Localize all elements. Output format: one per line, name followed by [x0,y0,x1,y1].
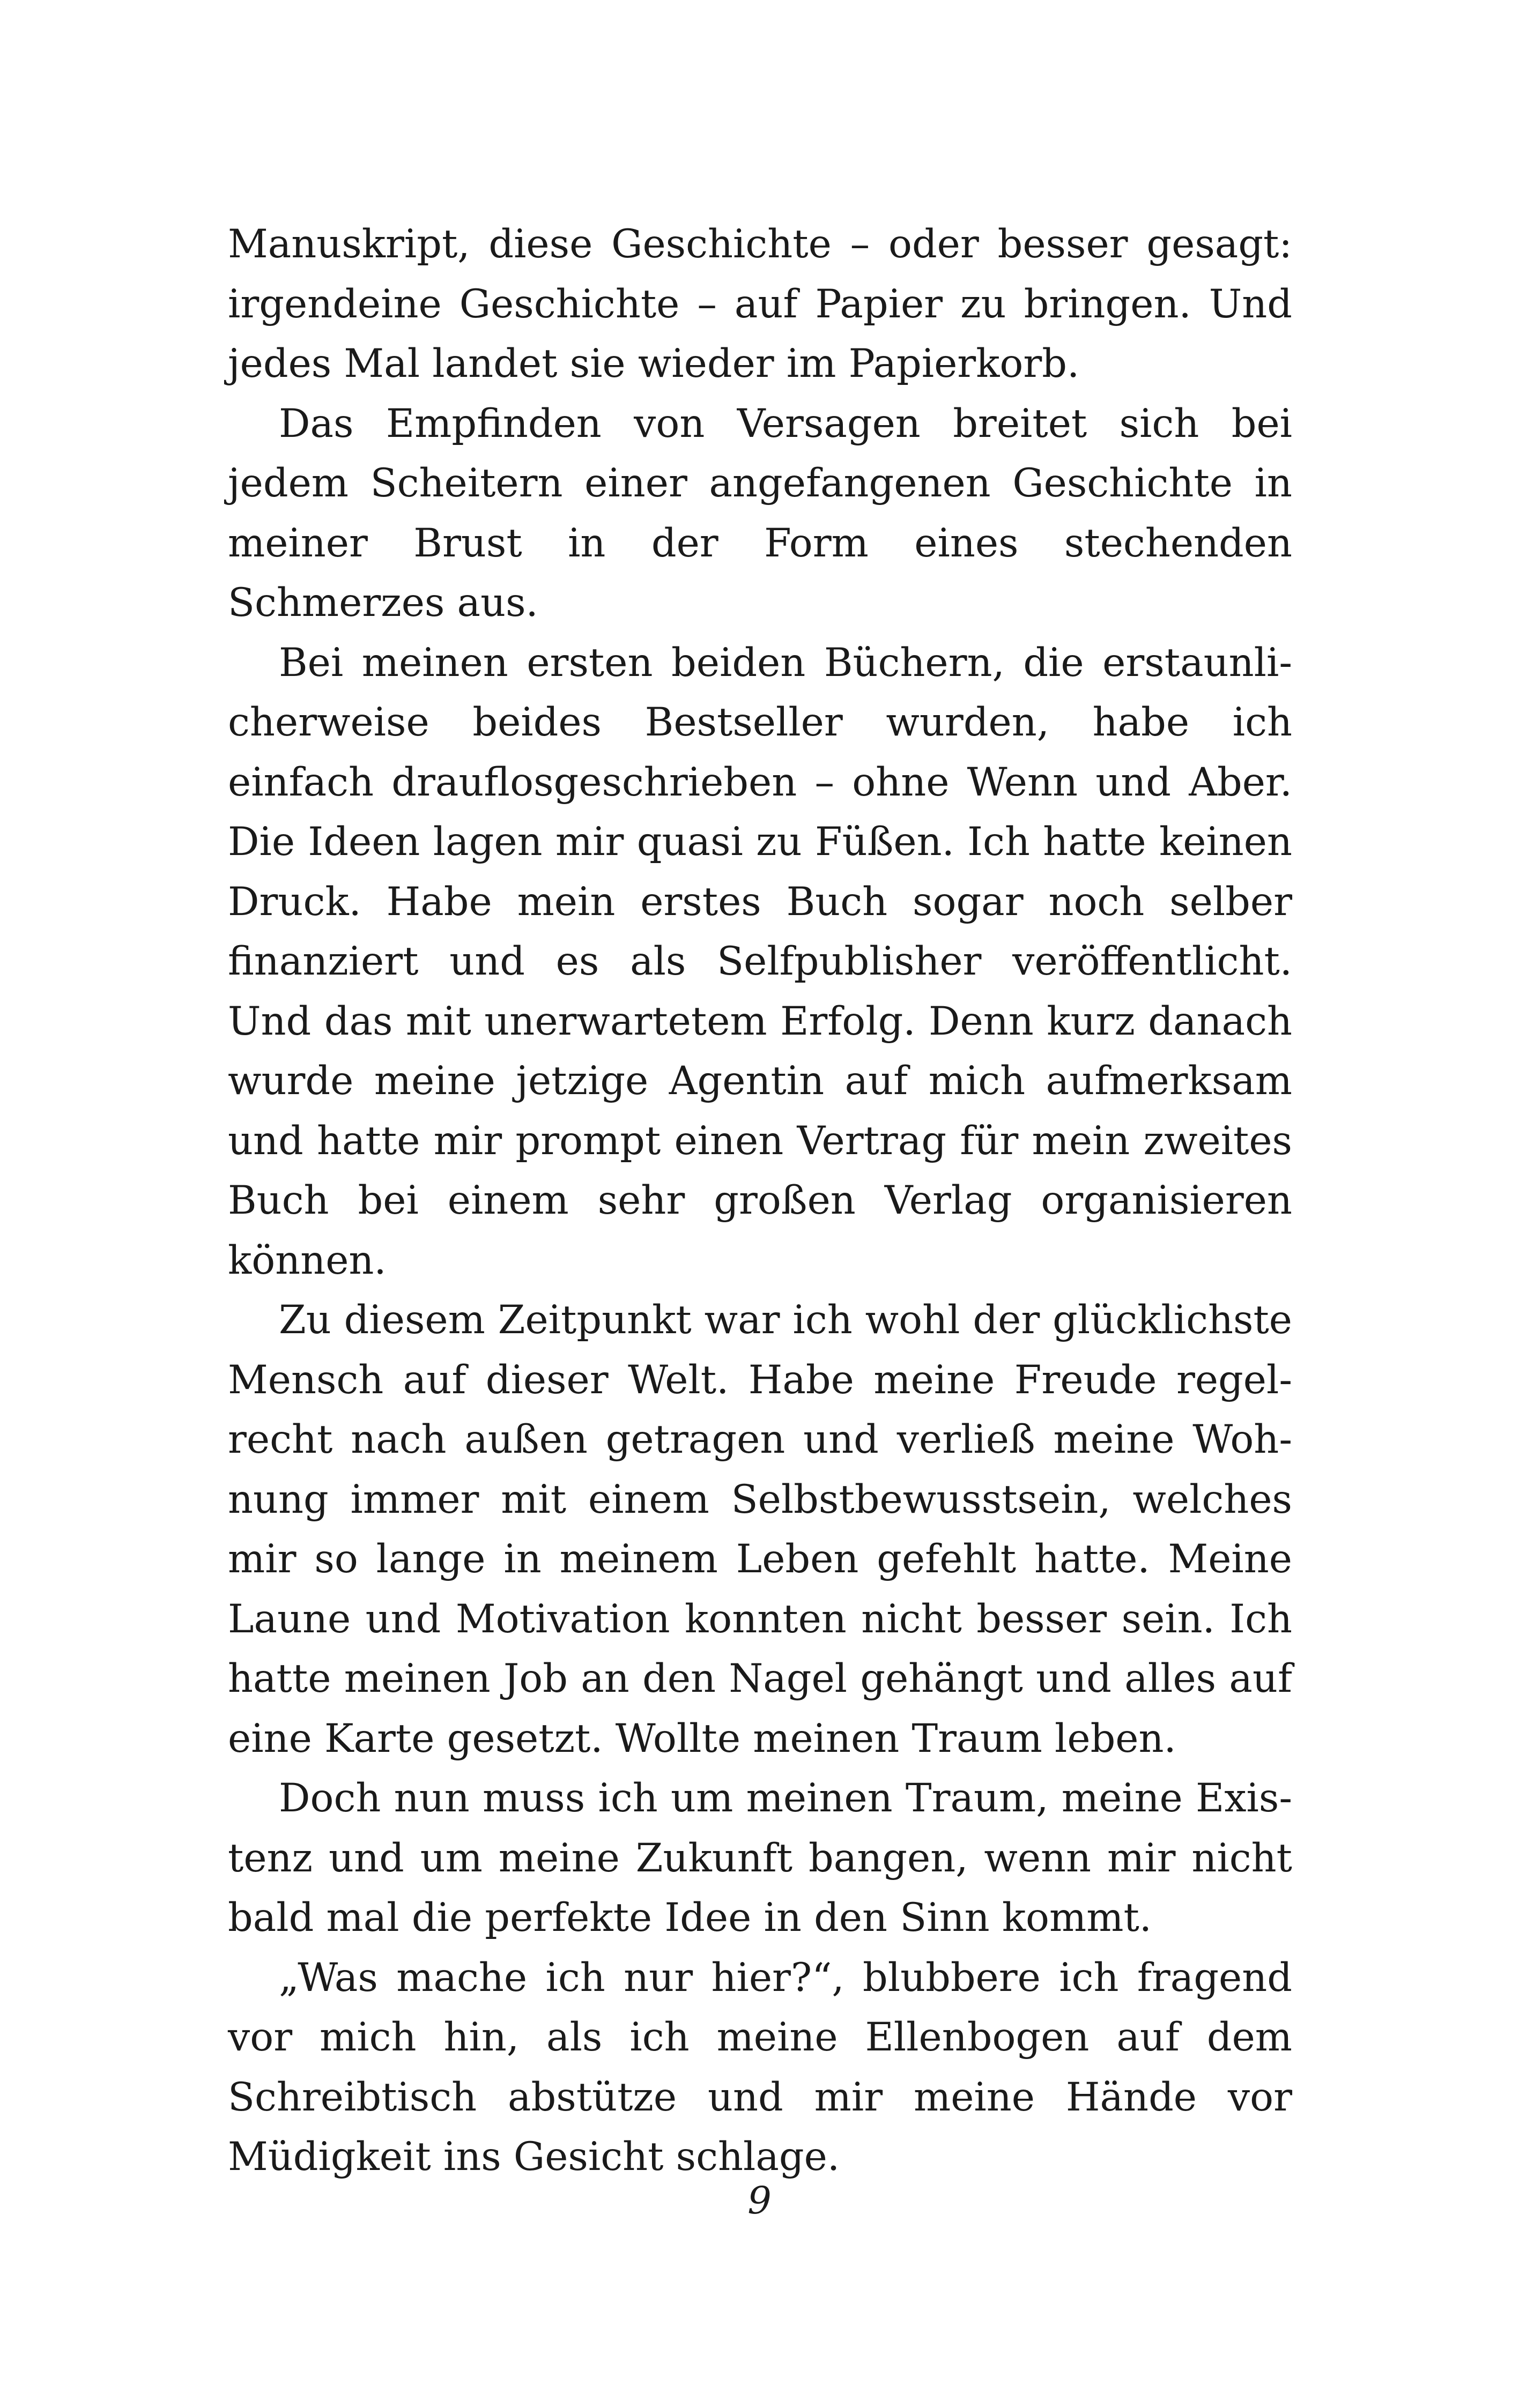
paragraph-2: Das Empfinden von Versagen breitet sich bei jedem Scheitern einer angefangenen Geschichte in meiner Brust in der Form eines stechenden Schmerzes aus. [228,400,1292,626]
page-number: 9 [747,2179,772,2223]
paragraph-1: Manuskript, diese Geschichte – oder besser gesagt: irgendeine Geschichte – auf Papier zu bringen. Und jedes Mal landet sie wieder im Papierkorb. [228,221,1292,387]
paragraph-3: Bei meinen ersten beiden Büchern, die erstaunlicherweise beides Bestseller wurden, habe ich einfach drauflosgeschrieben – ohne Wenn und Aber. Die Ideen lagen mir quasi zu Füßen. Ich hatte keinen Druck. Habe mein erstes Buch sogar noch selber finanziert und es als Selfpublisher veröffentlicht. Und das mit unerwartetem Erfolg. Denn kurz danach wurde meine jetzige Agentin auf mich aufmerksam und hatte mir prompt einen Vertrag für mein zweites Buch bei einem sehr großen Verlag organisieren können. [228,640,1292,1283]
paragraph-4: Zu diesem Zeitpunkt war ich wohl der glücklichste Mensch auf dieser Welt. Habe meine Freude regelrecht nach außen getragen und verließ meine Wohnung immer mit einem Selbstbewusstsein, welches mir so lange in meinem Leben gefehlt hatte. Meine Laune und Motivation konnten nicht besser sein. Ich hatte meinen Job an den Nagel gehängt und alles auf eine Karte gesetzt. Wollte meinen Traum leben. [228,1297,1292,1762]
paragraph-5: Doch nun muss ich um meinen Traum, meine Existenz und um meine Zukunft bangen, wenn mir nicht bald mal die perfekte Idee in den Sinn kommt. [228,1775,1292,1941]
body-text [228,214,1292,2187]
paragraph-6: „Was mache ich nur hier?“, blubbere ich fragend vor mich hin, als ich meine Ellenbogen auf dem Schreibtisch abstütze und mir meine Hände vor Müdigkeit ins Gesicht schlage. [228,1954,1292,2180]
